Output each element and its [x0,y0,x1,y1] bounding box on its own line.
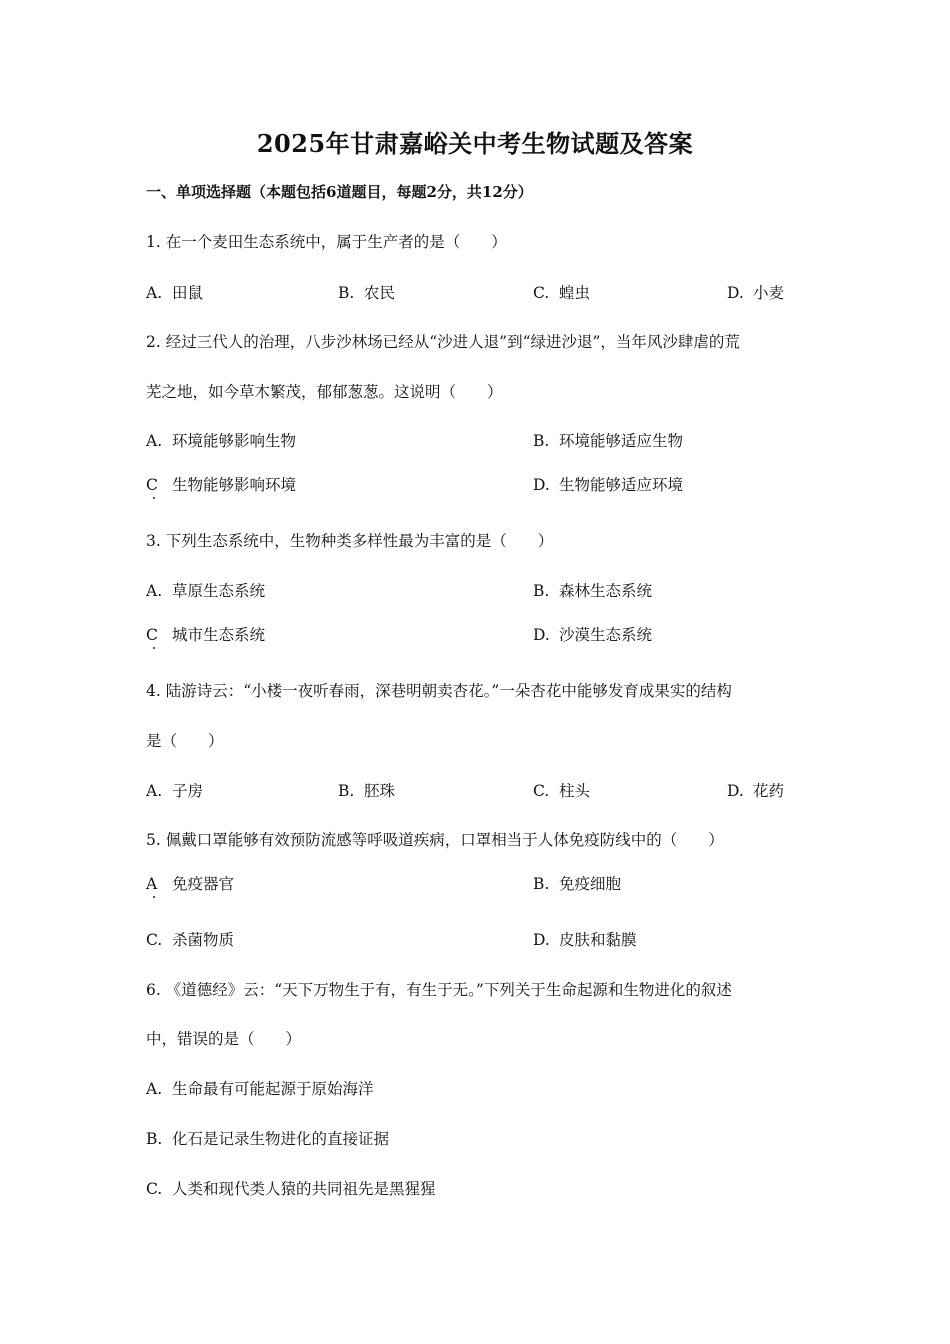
stray-dot [153,647,155,649]
q2-option-a: A. 环境能够影响生物 [146,432,297,450]
q3-option-b: B. 森林生态系统 [533,582,653,600]
q5-option-a: A 免疫器官 [146,875,235,893]
q1-option-b: B. 农民 [338,284,396,302]
question-4-stem-line-2: 是（ ） [146,732,224,750]
question-5-stem: 5. 佩戴口罩能够有效预防流感等呼吸道疾病，口罩相当于人体免疫防线中的（ ） [146,831,724,849]
q5-option-d: D. 皮肤和黏膜 [533,931,637,949]
q1-option-c: C. 蝗虫 [533,284,591,302]
q6-option-a: A. 生命最有可能起源于原始海洋 [146,1080,374,1098]
question-6-stem-line-1: 6. 《道德经》云：“天下万物生于有，有生于无。”下列关于生命起源和生物进化的叙述 [146,981,732,999]
q1-option-d: D. 小麦 [727,284,785,302]
page-title: 2025年甘肃嘉峪关中考生物试题及答案 [256,129,694,158]
section-heading: 一、单项选择题（本题包括6道题目，每题2分，共12分） [146,183,533,201]
question-1-stem: 1. 在一个麦田生态系统中，属于生产者的是（ ） [146,233,507,251]
q5-option-b: B. 免疫细胞 [533,875,622,893]
question-6-stem-line-2: 中，错误的是（ ） [146,1030,302,1048]
q2-option-b: B. 环境能够适应生物 [533,432,684,450]
question-3-stem: 3. 下列生态系统中，生物种类多样性最为丰富的是（ ） [146,532,554,550]
q2-option-c: C 生物能够影响环境 [146,476,297,494]
q3-option-c: C 城市生态系统 [146,626,266,644]
q3-option-d: D. 沙漠生态系统 [533,626,653,644]
q4-option-c: C. 柱头 [533,782,591,800]
question-4-stem-line-1: 4. 陆游诗云：“小楼一夜听春雨，深巷明朝卖杏花。”一朵杏花中能够发育成果实的结构 [146,682,732,700]
q6-option-c: C. 人类和现代类人猿的共同祖先是黑猩猩 [146,1180,436,1198]
q2-option-d: D. 生物能够适应环境 [533,476,684,494]
question-2-stem-line-2: 芜之地，如今草木繁茂，郁郁葱葱。这说明（ ） [146,383,503,401]
q4-option-d: D. 花药 [727,782,785,800]
q4-option-a: A. 子房 [146,782,204,800]
stray-dot [153,896,155,898]
q3-option-a: A. 草原生态系统 [146,582,266,600]
stray-dot [153,497,155,499]
q5-option-c: C. 杀菌物质 [146,931,235,949]
q4-option-b: B. 胚珠 [338,782,396,800]
q1-option-a: A. 田鼠 [146,284,204,302]
question-2-stem-line-1: 2. 经过三代人的治理，八步沙林场已经从“沙进人退”到“绿进沙退”，当年风沙肆虐的荒 [146,333,740,351]
q6-option-b: B. 化石是记录生物进化的直接证据 [146,1130,390,1148]
